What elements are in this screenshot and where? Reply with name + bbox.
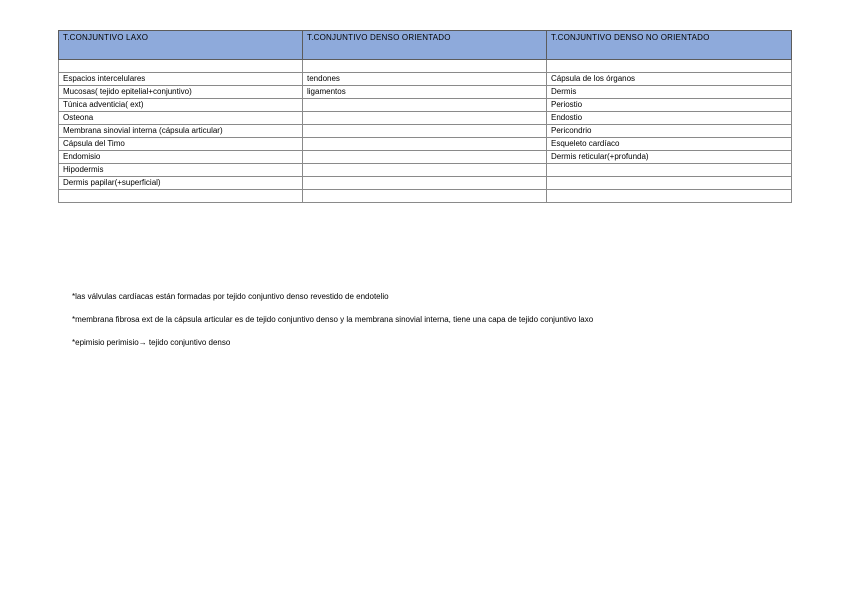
table-cell[interactable]: Túnica adventicia( ext)	[59, 99, 303, 112]
table-row	[59, 177, 792, 190]
table-cell[interactable]: ligamentos	[303, 86, 547, 99]
table-row	[59, 125, 792, 138]
table-cell[interactable]: Membrana sinovial interna (cápsula articular)	[59, 125, 303, 138]
table-cell[interactable]	[303, 125, 547, 138]
table-cell[interactable]	[303, 99, 547, 112]
header-row	[59, 31, 792, 60]
table-cell[interactable]: Pericondrio	[547, 125, 792, 138]
table-row	[59, 99, 792, 112]
table-cell[interactable]	[303, 164, 547, 177]
header-laxo[interactable]: T.CONJUNTIVO LAXO	[59, 31, 303, 60]
table-row	[59, 60, 792, 73]
table-cell[interactable]	[303, 151, 547, 164]
table-cell[interactable]: Hipodermis	[59, 164, 303, 177]
header-denso-orientado[interactable]: T.CONJUNTIVO DENSO ORIENTADO	[303, 31, 547, 60]
table-row	[59, 73, 792, 86]
table-cell[interactable]: Endomisio	[59, 151, 303, 164]
table-cell[interactable]	[303, 190, 547, 203]
table-cell[interactable]	[303, 138, 547, 151]
table-cell[interactable]	[547, 164, 792, 177]
table-cell[interactable]	[59, 60, 303, 73]
table-cell[interactable]: Dermis papilar(+superficial)	[59, 177, 303, 190]
table-cell[interactable]	[547, 190, 792, 203]
note-membrana-fibrosa[interactable]: *membrana fibrosa ext de la cápsula articular es de tejido conjuntivo denso y la membrana sinovial interna, tiene una capa de tejido conjuntivo laxo	[72, 315, 594, 324]
note-epimisio[interactable]: *epimisio perimisio→ tejido conjuntivo denso	[72, 338, 231, 347]
table-cell[interactable]: Periostio	[547, 99, 792, 112]
table-cell[interactable]: Dermis reticular(+profunda)	[547, 151, 792, 164]
table-cell[interactable]	[303, 177, 547, 190]
note-valvulas[interactable]: *las válvulas cardíacas están formadas por tejido conjuntivo denso revestido de endotelio	[72, 292, 389, 301]
table-cell[interactable]	[303, 112, 547, 125]
table-cell[interactable]: Mucosas( tejido epitelial+conjuntivo)	[59, 86, 303, 99]
table-cell[interactable]: Cápsula de los órganos	[547, 73, 792, 86]
table-row	[59, 86, 792, 99]
table-cell[interactable]: Osteona	[59, 112, 303, 125]
table-row	[59, 164, 792, 177]
table-cell[interactable]	[547, 60, 792, 73]
header-denso-no-orientado[interactable]: T.CONJUNTIVO DENSO NO ORIENTADO	[547, 31, 792, 60]
table-cell[interactable]	[303, 60, 547, 73]
table-cell[interactable]: tendones	[303, 73, 547, 86]
table-row	[59, 138, 792, 151]
table-cell[interactable]: Espacios intercelulares	[59, 73, 303, 86]
table-cell[interactable]: Esqueleto cardíaco	[547, 138, 792, 151]
table-row	[59, 151, 792, 164]
table-cell[interactable]	[547, 177, 792, 190]
table-row	[59, 190, 792, 203]
table-cell[interactable]	[59, 190, 303, 203]
connective-tissue-table	[58, 30, 792, 203]
notes-section	[72, 292, 593, 361]
table-row	[59, 112, 792, 125]
table-cell[interactable]: Cápsula del Timo	[59, 138, 303, 151]
table-cell[interactable]: Endostio	[547, 112, 792, 125]
table-cell[interactable]: Dermis	[547, 86, 792, 99]
